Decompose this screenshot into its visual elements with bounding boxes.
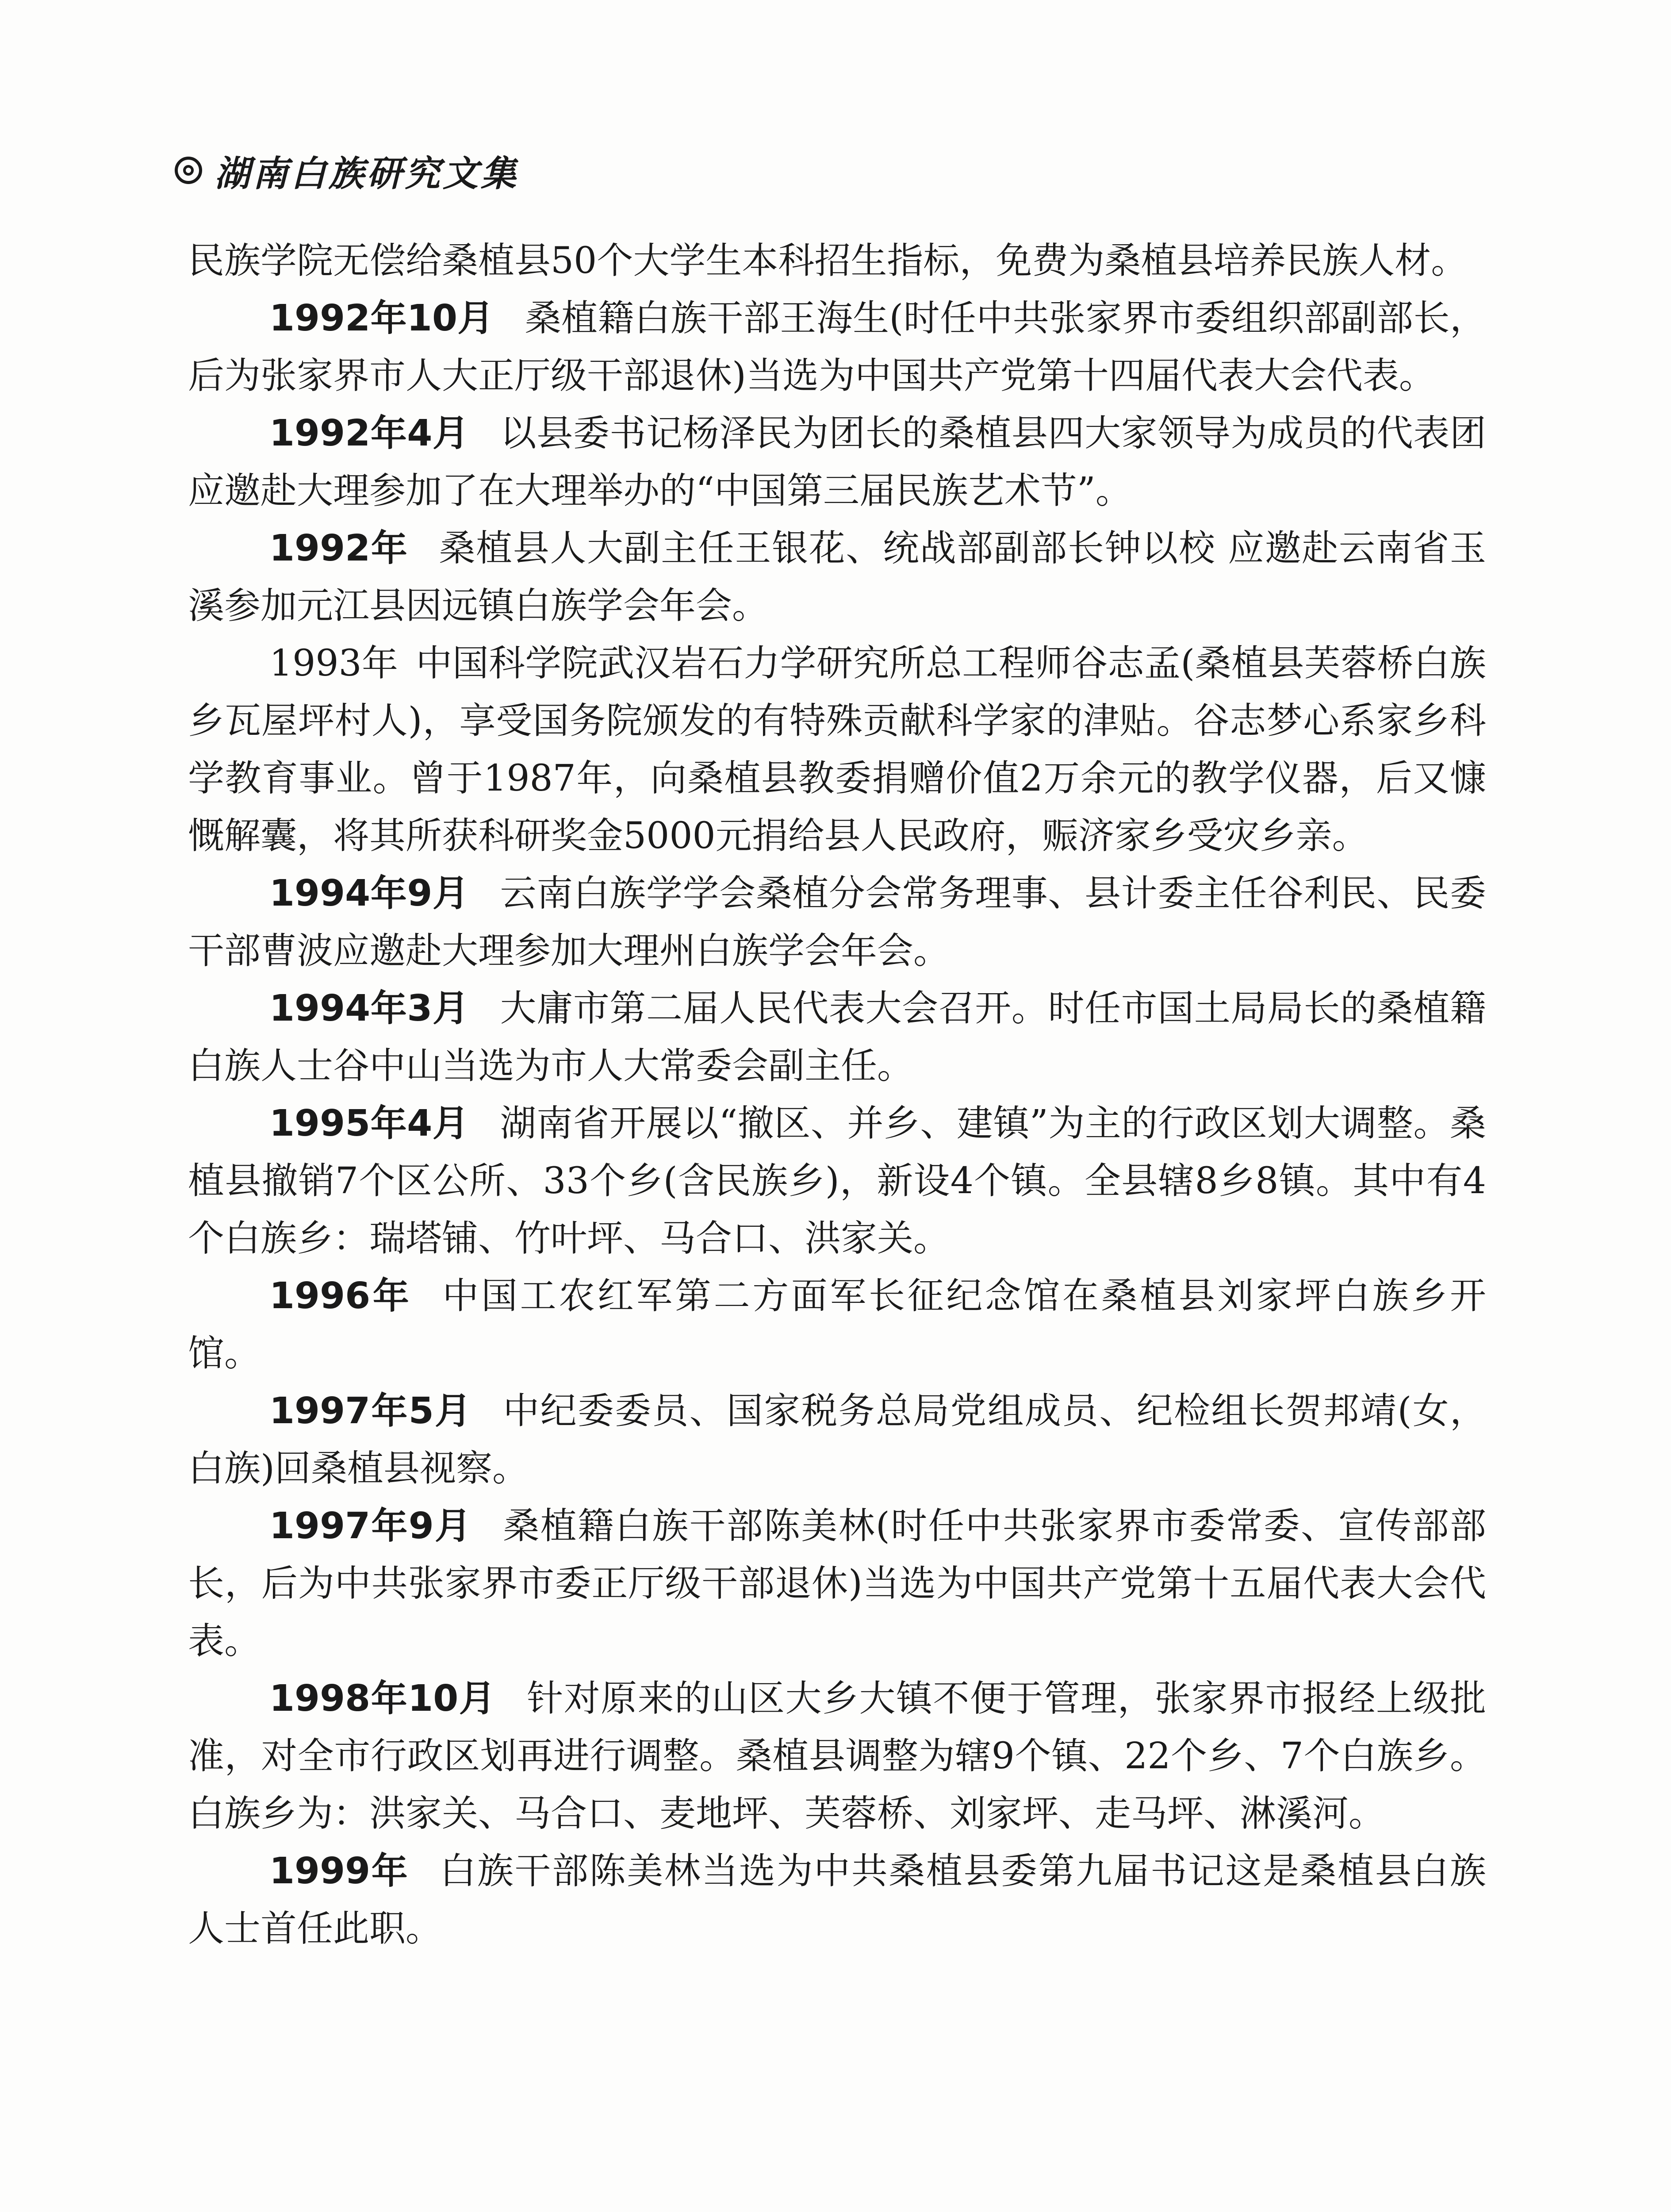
chronology-entry: [188, 405, 1486, 520]
chronology-entry: [188, 520, 1486, 635]
entry-text: 白族干部陈美林当选为中共桑植县委第九届书记这是桑植县白族人士首任此职。: [188, 1850, 1486, 1950]
book-title: 湖南白族研究文集: [215, 152, 519, 194]
entry-text: 针对原来的山区大乡大镇不便于管理，张家界市报经上级批准，对全市行政区划再进行调整。桑植县调整为辖9个镇、22个乡、7个白族乡。白族乡为：洪家关、马合口、麦地坪、芙蓉桥、刘家坪、走马坪、淋溪河。: [188, 1678, 1486, 1835]
entry-date: 1994年9月: [269, 872, 469, 914]
chronology-entry: [188, 1095, 1486, 1267]
entry-text: 中国科学院武汉岩石力学研究所总工程师谷志孟(桑植县芙蓉桥白族乡瓦屋坪村人)，享受国务院颁发的有特殊贡献科学家的津贴。谷志梦心系家乡科学教育事业。曾于1987年，向桑植县教委捐赠价值2万余元的教学仪器，后又慷慨解囊，将其所获科研奖金5000元捐给县人民政府，赈济家乡受灾乡亲。: [188, 642, 1486, 857]
entry-date: 1993年: [269, 642, 399, 684]
chronology-entry: [188, 635, 1486, 865]
chronology-entry: [188, 232, 1486, 290]
entry-text: 云南白族学学会桑植分会常务理事、县计委主任谷利民、民委干部曹波应邀赴大理参加大理州白族学会年会。: [188, 872, 1486, 972]
entry-date: 1995年4月: [269, 1102, 469, 1144]
entry-date: 1997年5月: [269, 1390, 472, 1432]
chronology-entry: [188, 1843, 1486, 1958]
entry-text: 桑植县人大副主任王银花、统战部副部长钟以校 应邀赴云南省玉溪参加元江县因远镇白族学会年会。: [188, 527, 1486, 627]
entry-date: 1999年: [269, 1850, 409, 1892]
chronology-entry: [188, 1267, 1486, 1382]
entry-date: 1997年9月: [269, 1505, 472, 1547]
chronology-entry: [188, 1382, 1486, 1498]
entry-text: 桑植籍白族干部陈美林(时任中共张家界市委常委、宣传部部长，后为中共张家界市委正厅级干部退休)当选为中国共产党第十五届代表大会代表。: [188, 1505, 1486, 1662]
entry-text: 中国工农红军第二方面军长征纪念馆在桑植县刘家坪白族乡开馆。: [188, 1275, 1486, 1375]
chronology-entry: [188, 1498, 1486, 1670]
entry-date: 1996年: [269, 1275, 412, 1317]
entry-text: 民族学院无偿给桑植县50个大学生本科招生指标，免费为桑植县培养民族人材。: [188, 240, 1468, 282]
entry-date: 1994年3月: [269, 987, 469, 1029]
running-header: [175, 146, 519, 195]
entry-date: 1998年10月: [269, 1678, 496, 1720]
chronology-entry: [188, 980, 1486, 1095]
entry-date: 1992年10月: [269, 297, 494, 339]
entry-date: 1992年4月: [269, 412, 469, 454]
chronology-entry: [188, 1670, 1486, 1843]
chronology-entry: [188, 865, 1486, 980]
entry-text: 大庸市第二届人民代表大会召开。时任市国土局局长的桑植籍白族人士谷中山当选为市人大常委会副主任。: [188, 987, 1486, 1087]
entry-text: 以县委书记杨泽民为团长的桑植县四大家领导为成员的代表团应邀赴大理参加了在大理举办的“中国第三届民族艺术节”。: [188, 412, 1486, 512]
entry-text: 桑植籍白族干部王海生(时任中共张家界市委组织部副部长，后为张家界市人大正厅级干部退休)当选为中国共产党第十四届代表大会代表。: [188, 297, 1486, 397]
entry-text: 湖南省开展以“撤区、并乡、建镇”为主的行政区划大调整。桑植县撤销7个区公所、33个乡(含民族乡)，新设4个镇。全县辖8乡8镇。其中有4个白族乡：瑞塔铺、竹叶坪、马合口、洪家关。: [188, 1102, 1486, 1260]
bullseye-icon: [175, 157, 202, 184]
entry-text: 中纪委委员、国家税务总局党组成员、纪检组长贺邦靖(女，白族)回桑植县视察。: [188, 1390, 1486, 1490]
chronology-text: [188, 232, 1486, 1958]
chronology-entry: [188, 290, 1486, 405]
entry-date: 1992年: [269, 527, 408, 569]
